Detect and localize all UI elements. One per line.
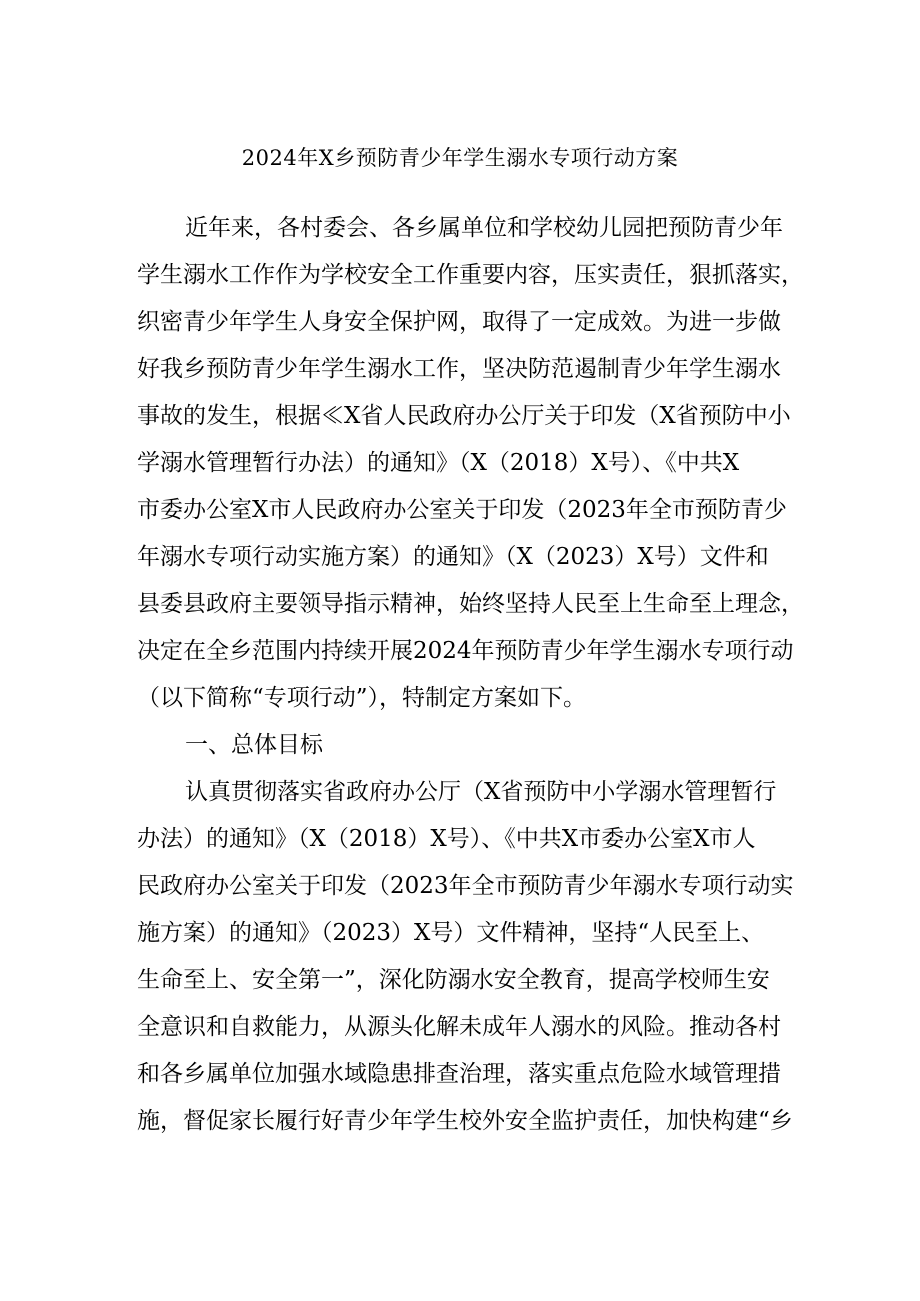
paragraph-line (0, 863, 920, 909)
paragraph-line (0, 1051, 920, 1097)
line-text: 决定在全乡范围内持续开展2024年预防青少年学生溺水专项行动 (137, 638, 794, 664)
section-heading-text: 一、总体目标 (185, 732, 323, 758)
paragraph-line (0, 205, 920, 251)
line-text: 办法）的通知》（X（2018）X号）、《中共X市委办公室X市人 (137, 826, 756, 852)
line-text: 全意识和自救能力，从源头化解未成年人溺水的风险。推动各村 (137, 1014, 781, 1040)
paragraph-line (0, 769, 920, 815)
line-text: 好我乡预防青少年学生溺水工作，坚决防范遏制青少年学生溺水 (137, 356, 781, 382)
paragraph-line (0, 393, 920, 439)
paragraph-line (0, 628, 920, 674)
paragraph-line (0, 1004, 920, 1050)
line-text: 事故的发生，根据≪X省人民政府办公厅关于印发（X省预防中小 (137, 403, 791, 429)
line-text: 和各乡属单位加强水域隐患排查治理，落实重点危险水域管理措 (137, 1061, 781, 1087)
line-text: 学溺水管理暂行办法）的通知》（X（2018）X号）、《中共X (137, 450, 740, 476)
line-text: 年溺水专项行动实施方案）的通知》（X（2023）X号）文件和 (137, 544, 769, 570)
line-text: （以下简称“专项行动”），特制定方案如下。 (137, 685, 587, 711)
line-text: 生命至上、安全第一”，深化防溺水安全教育，提高学校师生安 (137, 967, 770, 993)
line-text: 县委县政府主要领导指示精神，始终坚持人民至上生命至上理念， (137, 591, 804, 617)
line-text: 市委办公室X市人民政府办公室关于印发（2023年全市预防青少 (137, 497, 787, 523)
line-text: 民政府办公室关于印发（2023年全市预防青少年溺水专项行动实 (137, 873, 794, 899)
section-heading (0, 722, 920, 768)
paragraph-line (0, 957, 920, 1003)
document-title: 2024年X乡预防青少年学生溺水专项行动方案 (241, 146, 679, 170)
line-text: 学生溺水工作作为学校安全工作重要内容，压实责任，狠抓落实， (137, 262, 804, 288)
paragraph-line (0, 581, 920, 627)
paragraph-line (0, 675, 920, 721)
line-text: 织密青少年学生人身安全保护网，取得了一定成效。为进一步做 (137, 309, 781, 335)
line-text: 近年来，各村委会、各乡属单位和学校幼儿园把预防青少年 (185, 215, 783, 241)
paragraph-line (0, 299, 920, 345)
paragraph-line (0, 534, 920, 580)
line-text: 施方案）的通知》（2023）X号）文件精神，坚持“人民至上、 (137, 920, 765, 946)
paragraph-line (0, 1098, 920, 1144)
line-text: 施，督促家长履行好青少年学生校外安全监护责任，加快构建“乡 (137, 1108, 793, 1134)
paragraph-line (0, 346, 920, 392)
line-text: 认真贯彻落实省政府办公厅（X省预防中小学溺水管理暂行 (185, 779, 777, 805)
paragraph-line (0, 440, 920, 486)
paragraph-line (0, 910, 920, 956)
paragraph-line (0, 252, 920, 298)
paragraph-line (0, 487, 920, 533)
paragraph-line (0, 816, 920, 862)
